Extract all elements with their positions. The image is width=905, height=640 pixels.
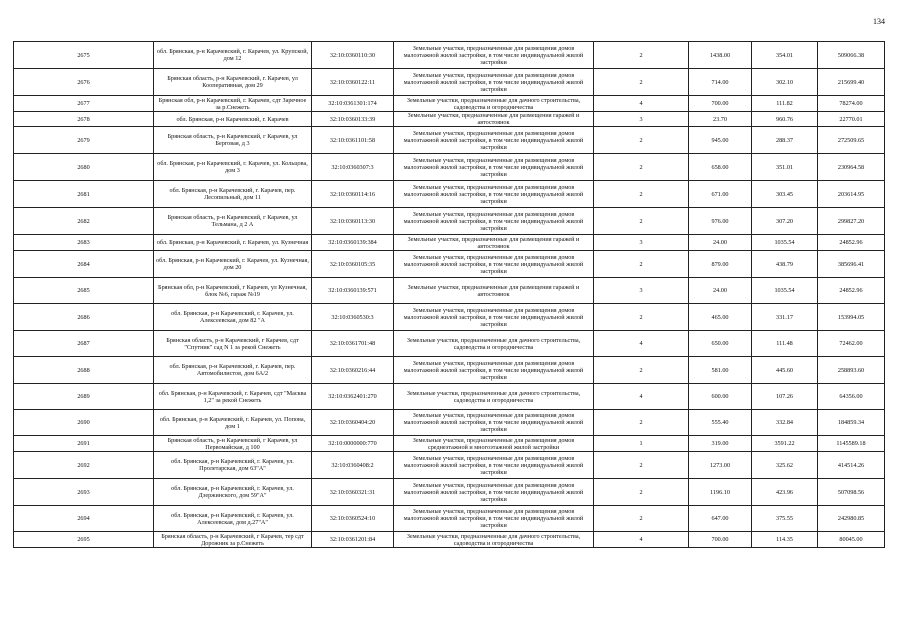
address-cell: обл. Брянская, р-н Карачевский, г. Карачев, ул. Алексеевская, дом д.27"А" (154, 506, 312, 532)
cadastral-value-cell: 203614.95 (818, 181, 885, 208)
area-cell: 879.00 (689, 251, 752, 278)
cadastral-value-cell: 64356.00 (818, 384, 885, 410)
table-row (14, 208, 885, 235)
page-number: 134 (873, 17, 885, 26)
row-number-cell: 2675 (14, 42, 154, 69)
cadastral-value-cell: 242980.85 (818, 506, 885, 532)
address-cell: обл. Брянская, р-н Карачевский, г. Карачев, ул. Кузнечная (154, 235, 312, 251)
address-cell: обл. Брянская, р-н Карачевский, г. Карачев, ул. Крупской, дом 12 (154, 42, 312, 69)
land-use-cell: Земельные участки, предназначенные для размещения домов малоэтажной жилой застройки, в том числе индивидуальной жилой застройки (394, 506, 594, 532)
cadastral-number-cell: 32:10:0360530:3 (312, 304, 394, 331)
cadastral-value-cell: 509066.38 (818, 42, 885, 69)
land-use-cell: Земельные участки, предназначенные для размещения домов малоэтажной жилой застройки, в том числе индивидуальной жилой застройки (394, 410, 594, 436)
group-number-cell: 4 (594, 532, 689, 548)
row-number-cell: 2691 (14, 436, 154, 452)
area-cell: 700.00 (689, 532, 752, 548)
unit-value-cell: 351.01 (752, 154, 818, 181)
group-number-cell: 3 (594, 278, 689, 304)
cadastral-value-cell: 80045.00 (818, 532, 885, 548)
area-cell: 600.00 (689, 384, 752, 410)
land-use-cell: Земельные участки, предназначенные для размещения гаражей и автостоянок (394, 278, 594, 304)
address-cell: обл. Брянская, р-н Карачевский, г. Карачев, ул. Попова, дом 1 (154, 410, 312, 436)
unit-value-cell: 375.55 (752, 506, 818, 532)
group-number-cell: 2 (594, 154, 689, 181)
cadastral-number-cell: 32:10:0360139:571 (312, 278, 394, 304)
land-use-cell: Земельные участки, предназначенные для размещения гаражей и автостоянок (394, 112, 594, 127)
address-cell: обл. Брянская, р-н Карачевский, г. Карачев, сдт "Масква 1,2" за рекой Снежеть (154, 384, 312, 410)
group-number-cell: 4 (594, 96, 689, 112)
table-row (14, 181, 885, 208)
unit-value-cell: 107.26 (752, 384, 818, 410)
cadastral-value-cell: 299827.20 (818, 208, 885, 235)
unit-value-cell: 288.37 (752, 127, 818, 154)
land-use-cell: Земельные участки, предназначенные для размещения домов малоэтажной жилой застройки, в том числе индивидуальной жилой застройки (394, 304, 594, 331)
row-number-cell: 2695 (14, 532, 154, 548)
group-number-cell: 2 (594, 127, 689, 154)
row-number-cell: 2689 (14, 384, 154, 410)
row-number-cell: 2693 (14, 479, 154, 506)
address-cell: обл. Брянская, р-н Карачевский, г. Карачев, ул. Кольцова, дом 3 (154, 154, 312, 181)
unit-value-cell: 111.48 (752, 331, 818, 357)
cadastral-value-cell: 184859.34 (818, 410, 885, 436)
row-number-cell: 2677 (14, 96, 154, 112)
address-cell: обл. Брянская, р-н Карачевский, г. Карачев, пер. Автомобилистов, дом 6А/2 (154, 357, 312, 384)
cadastral-number-cell: 32:10:0361301:174 (312, 96, 394, 112)
cadastral-value-cell: 230964.58 (818, 154, 885, 181)
unit-value-cell: 1035.54 (752, 235, 818, 251)
address-cell: Брянская область, р-н Карачевский, г. Карачев, ул Кооперативная, дом 29 (154, 69, 312, 96)
area-cell: 465.00 (689, 304, 752, 331)
land-use-cell: Земельные участки, предназначенные для размещения домов малоэтажной жилой застройки, в том числе индивидуальной жилой застройки (394, 479, 594, 506)
land-use-cell: Земельные участки, предназначенные для размещения домов малоэтажной жилой застройки, в том числе индивидуальной жилой застройки (394, 69, 594, 96)
table-row (14, 154, 885, 181)
group-number-cell: 4 (594, 384, 689, 410)
row-number-cell: 2690 (14, 410, 154, 436)
land-registry-table (13, 41, 885, 548)
cadastral-number-cell: 32:10:0360404:20 (312, 410, 394, 436)
address-cell: Брянская обл, р-н Карачевский, г. Карачев, сдт Заречное за р.Снежеть (154, 96, 312, 112)
land-use-cell: Земельные участки, предназначенные для размещения домов малоэтажной жилой застройки, в том числе индивидуальной жилой застройки (394, 42, 594, 69)
cadastral-number-cell: 32:10:0360133:39 (312, 112, 394, 127)
table-body (14, 42, 885, 548)
table-row (14, 112, 885, 127)
area-cell: 1196.10 (689, 479, 752, 506)
row-number-cell: 2681 (14, 181, 154, 208)
unit-value-cell: 332.84 (752, 410, 818, 436)
row-number-cell: 2682 (14, 208, 154, 235)
table-row (14, 42, 885, 69)
group-number-cell: 2 (594, 479, 689, 506)
land-use-cell: Земельные участки, предназначенные для размещения домов малоэтажной жилой застройки, в том числе индивидуальной жилой застройки (394, 251, 594, 278)
group-number-cell: 2 (594, 452, 689, 479)
cadastral-value-cell: 24852.96 (818, 235, 885, 251)
land-use-cell: Земельные участки, предназначенные для размещения гаражей и автостоянок (394, 235, 594, 251)
cadastral-number-cell: 32:10:0361201:84 (312, 532, 394, 548)
area-cell: 581.00 (689, 357, 752, 384)
address-cell: обл. Брянская, р-н Карачевский, г. Карачев, ул. Пролетарская, дом 63"А" (154, 452, 312, 479)
cadastral-number-cell: 32:10:0360114:16 (312, 181, 394, 208)
unit-value-cell: 325.62 (752, 452, 818, 479)
unit-value-cell: 423.96 (752, 479, 818, 506)
cadastral-number-cell: 32:10:0361701:48 (312, 331, 394, 357)
table-row (14, 96, 885, 112)
cadastral-number-cell: 32:10:0362401:270 (312, 384, 394, 410)
row-number-cell: 2676 (14, 69, 154, 96)
cadastral-number-cell: 32:10:0360321:31 (312, 479, 394, 506)
group-number-cell: 2 (594, 304, 689, 331)
table-row (14, 251, 885, 278)
area-cell: 700.00 (689, 96, 752, 112)
row-number-cell: 2688 (14, 357, 154, 384)
row-number-cell: 2687 (14, 331, 154, 357)
land-use-cell: Земельные участки, предназначенные для дачного строительства, садоводства и огородничества (394, 532, 594, 548)
area-cell: 555.40 (689, 410, 752, 436)
cadastral-value-cell: 414514.26 (818, 452, 885, 479)
group-number-cell: 2 (594, 69, 689, 96)
group-number-cell: 1 (594, 436, 689, 452)
row-number-cell: 2692 (14, 452, 154, 479)
area-cell: 647.00 (689, 506, 752, 532)
cadastral-number-cell: 32:10:0360113:30 (312, 208, 394, 235)
address-cell: Брянская область, р-н Карачевский, г Карачев, тер сдт Дорожник за р.Снежеть (154, 532, 312, 548)
cadastral-value-cell: 22770.01 (818, 112, 885, 127)
table-row (14, 357, 885, 384)
group-number-cell: 2 (594, 251, 689, 278)
cadastral-value-cell: 385696.41 (818, 251, 885, 278)
table-row (14, 436, 885, 452)
unit-value-cell: 445.60 (752, 357, 818, 384)
table-row (14, 479, 885, 506)
cadastral-value-cell: 153994.05 (818, 304, 885, 331)
group-number-cell: 3 (594, 235, 689, 251)
row-number-cell: 2694 (14, 506, 154, 532)
table-row (14, 127, 885, 154)
row-number-cell: 2686 (14, 304, 154, 331)
address-cell: Брянская обл, р-н Карачевский, г Карачев, ул Кузнечная, блок №6, гараж №19 (154, 278, 312, 304)
area-cell: 319.00 (689, 436, 752, 452)
address-cell: обл. Брянская, р-н Карачевский, г. Карачев, пер. Лесопильный, дом 11 (154, 181, 312, 208)
unit-value-cell: 3591.22 (752, 436, 818, 452)
address-cell: обл. Брянская, р-н Карачевский, г. Карачев, ул. Алексеевская, дом 82 "А (154, 304, 312, 331)
land-use-cell: Земельные участки, предназначенные для размещения домов малоэтажной жилой застройки, в том числе индивидуальной жилой застройки (394, 154, 594, 181)
cadastral-number-cell: 32:10:0360216:44 (312, 357, 394, 384)
cadastral-number-cell: 32:10:0360524:10 (312, 506, 394, 532)
land-use-cell: Земельные участки, предназначенные для размещения домов среднеэтажной и многоэтажной жилой застройки (394, 436, 594, 452)
cadastral-value-cell: 272509.65 (818, 127, 885, 154)
row-number-cell: 2684 (14, 251, 154, 278)
cadastral-number-cell: 32:10:0360122:11 (312, 69, 394, 96)
address-cell: Брянская область, р-н Карачевский, г Карачев, ул Первомайская, д 100 (154, 436, 312, 452)
cadastral-number-cell: 32:10:0360110:30 (312, 42, 394, 69)
area-cell: 658.00 (689, 154, 752, 181)
area-cell: 1438.00 (689, 42, 752, 69)
cadastral-number-cell: 32:10:0360139:384 (312, 235, 394, 251)
area-cell: 24.00 (689, 278, 752, 304)
row-number-cell: 2679 (14, 127, 154, 154)
cadastral-value-cell: 1145589.18 (818, 436, 885, 452)
cadastral-value-cell: 24852.96 (818, 278, 885, 304)
unit-value-cell: 111.82 (752, 96, 818, 112)
area-cell: 24.00 (689, 235, 752, 251)
group-number-cell: 2 (594, 181, 689, 208)
cadastral-number-cell: 32:10:0361101:58 (312, 127, 394, 154)
table-row (14, 69, 885, 96)
table-row (14, 331, 885, 357)
cadastral-value-cell: 78274.00 (818, 96, 885, 112)
area-cell: 714.00 (689, 69, 752, 96)
group-number-cell: 2 (594, 42, 689, 69)
table-row (14, 410, 885, 436)
cadastral-value-cell: 72462.00 (818, 331, 885, 357)
group-number-cell: 2 (594, 208, 689, 235)
unit-value-cell: 114.35 (752, 532, 818, 548)
area-cell: 945.00 (689, 127, 752, 154)
group-number-cell: 2 (594, 506, 689, 532)
group-number-cell: 2 (594, 410, 689, 436)
area-cell: 23.70 (689, 112, 752, 127)
land-use-cell: Земельные участки, предназначенные для размещения домов малоэтажной жилой застройки, в том числе индивидуальной жилой застройки (394, 452, 594, 479)
cadastral-number-cell: 32:10:0360307:3 (312, 154, 394, 181)
table-row (14, 506, 885, 532)
cadastral-value-cell: 258893.60 (818, 357, 885, 384)
table-row (14, 304, 885, 331)
unit-value-cell: 307.20 (752, 208, 818, 235)
land-use-cell: Земельные участки, предназначенные для размещения домов малоэтажной жилой застройки, в том числе индивидуальной жилой застройки (394, 357, 594, 384)
unit-value-cell: 354.01 (752, 42, 818, 69)
cadastral-value-cell: 215699.40 (818, 69, 885, 96)
cadastral-number-cell: 32:10:0360408:2 (312, 452, 394, 479)
unit-value-cell: 1035.54 (752, 278, 818, 304)
land-use-cell: Земельные участки, предназначенные для размещения домов малоэтажной жилой застройки, в том числе индивидуальной жилой застройки (394, 208, 594, 235)
table-row (14, 532, 885, 548)
unit-value-cell: 302.10 (752, 69, 818, 96)
unit-value-cell: 438.79 (752, 251, 818, 278)
table-row (14, 452, 885, 479)
land-use-cell: Земельные участки, предназначенные для дачного строительства, садоводства и огородничества (394, 96, 594, 112)
table-row (14, 235, 885, 251)
group-number-cell: 2 (594, 357, 689, 384)
address-cell: обл. Брянская, р-н Карачевский, г. Карачев, ул. Кузнечная, дом 20 (154, 251, 312, 278)
unit-value-cell: 960.76 (752, 112, 818, 127)
land-use-cell: Земельные участки, предназначенные для дачного строительства, садоводства и огородничества (394, 331, 594, 357)
group-number-cell: 3 (594, 112, 689, 127)
row-number-cell: 2683 (14, 235, 154, 251)
table-row (14, 278, 885, 304)
land-use-cell: Земельные участки, предназначенные для дачного строительства, садоводства и огородничества (394, 384, 594, 410)
cadastral-number-cell: 32:10:0000000:770 (312, 436, 394, 452)
row-number-cell: 2678 (14, 112, 154, 127)
table-row (14, 384, 885, 410)
land-use-cell: Земельные участки, предназначенные для размещения домов малоэтажной жилой застройки, в том числе индивидуальной жилой застройки (394, 127, 594, 154)
cadastral-value-cell: 507098.56 (818, 479, 885, 506)
cadastral-number-cell: 32:10:0360105:35 (312, 251, 394, 278)
area-cell: 671.00 (689, 181, 752, 208)
land-use-cell: Земельные участки, предназначенные для размещения домов малоэтажной жилой застройки, в том числе индивидуальной жилой застройки (394, 181, 594, 208)
area-cell: 976.00 (689, 208, 752, 235)
group-number-cell: 4 (594, 331, 689, 357)
address-cell: обл. Брянская, р-н Карачевский, г. Карачев, ул. Дзержинского, дом 59"А" (154, 479, 312, 506)
unit-value-cell: 303.45 (752, 181, 818, 208)
row-number-cell: 2685 (14, 278, 154, 304)
area-cell: 650.00 (689, 331, 752, 357)
unit-value-cell: 331.17 (752, 304, 818, 331)
row-number-cell: 2680 (14, 154, 154, 181)
address-cell: Брянская область, р-н Карачевский, г Карачев, ул Берговая, д 3 (154, 127, 312, 154)
address-cell: Брянская область, р-н Карачевский, г Карачев, ул Тельмана, д 2 А (154, 208, 312, 235)
address-cell: Брянская область, р-н Карачевский, г Карачев, сдт "Спутник" сад N 1 за рекой Снежеть (154, 331, 312, 357)
address-cell: обл. Брянская, р-н Карачевский, г. Карачев (154, 112, 312, 127)
area-cell: 1273.00 (689, 452, 752, 479)
